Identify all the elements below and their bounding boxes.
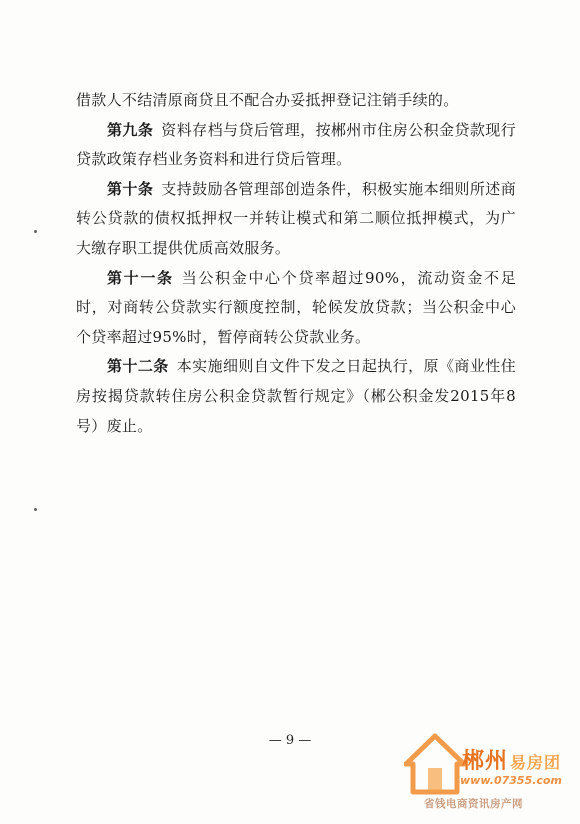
binding-mark: [34, 230, 37, 233]
paragraph-article-9: [76, 116, 516, 175]
article-heading: 第十条: [107, 179, 154, 198]
watermark-city: 郴州: [462, 749, 509, 774]
watermark-brand: 易房团: [510, 753, 562, 772]
paragraph-article-10: [76, 175, 516, 264]
article-heading: 第十一条: [107, 268, 174, 287]
paragraph-text: 当公积金中心个贷率超过90%，流动资金不足时，对商转公贷款实行额度控制，轮候发放贷款；当公积金中心个贷率超过95%时，暂停商转公贷款业务。: [76, 268, 516, 346]
watermark-tagline: 省钱电商资讯房产网: [424, 798, 523, 810]
article-heading: 第九条: [107, 120, 154, 139]
document-body: [76, 86, 516, 441]
paragraph-article-11: [76, 264, 516, 353]
watermark-title: [462, 744, 561, 775]
binding-mark: [34, 508, 37, 511]
page-number: — 9 —: [268, 733, 312, 748]
paragraph-text: 借款人不结清原商贷且不配合办妥抵押登记注销手续的。: [76, 91, 459, 109]
paragraph-continuation: [76, 86, 516, 116]
site-watermark: [404, 722, 574, 818]
paragraph-text: 资料存档与贷后管理，按郴州市住房公积金贷款现行贷款政策存档业务资料和进行贷后管理。: [76, 120, 517, 169]
paragraph-text: 本实施细则自文件下发之日起执行，原《商业性住房按揭贷款转住房公积金贷款暂行规定》（郴公积金发2015年8号）废止。: [76, 357, 516, 435]
article-heading: 第十二条: [107, 357, 169, 376]
paragraph-text: 支持鼓励各管理部创造条件，积极实施本细则所述商转公贷款的债权抵押权一并转让模式和第二顺位抵押模式，为广大缴存职工提供优质高效服务。: [76, 179, 517, 257]
paragraph-article-12: [76, 352, 516, 441]
house-logo-icon: [404, 732, 466, 796]
watermark-url: www.07355.com: [460, 774, 562, 787]
